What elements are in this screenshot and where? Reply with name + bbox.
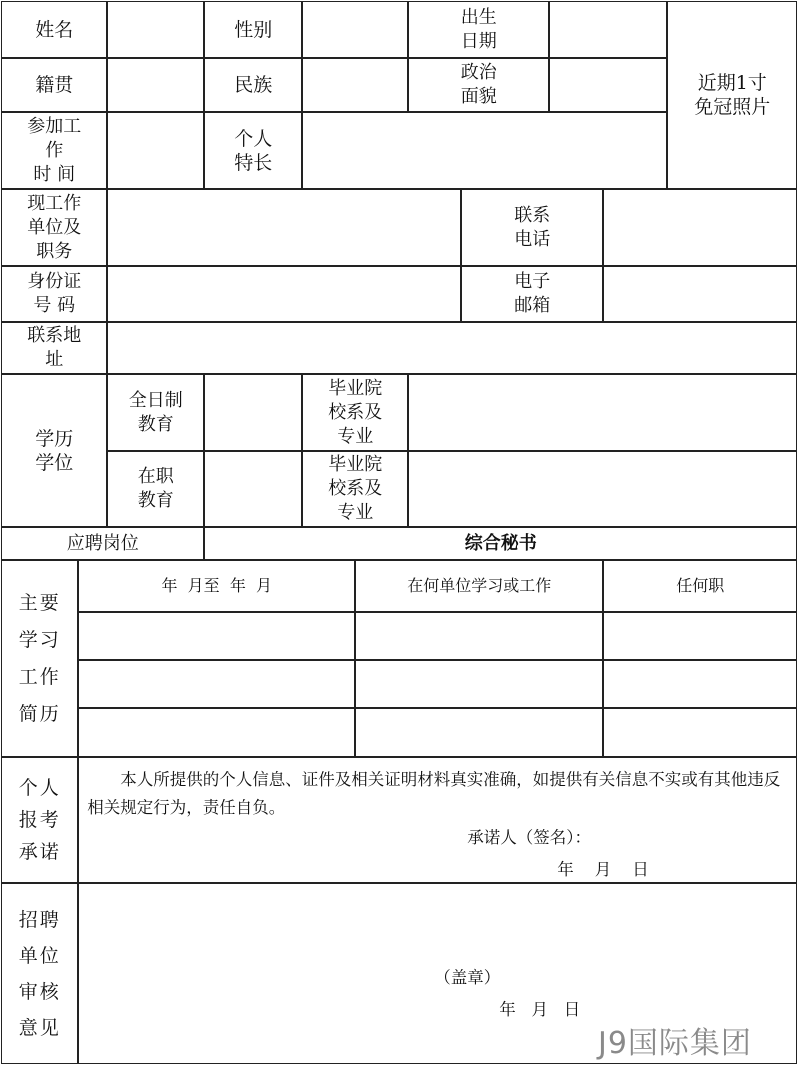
name-label: 姓名 — [1, 1, 107, 58]
resume-row-1-organization[interactable] — [355, 612, 603, 660]
approval-seal-label: （盖章） — [434, 968, 501, 988]
resume-row-2-organization[interactable] — [355, 660, 603, 708]
photo-label: 近期1寸 免冠照片 — [694, 72, 771, 119]
fulltime-education-field[interactable] — [204, 374, 302, 451]
native-place-label: 籍贯 — [1, 58, 107, 112]
work-start-label: 参加工 作 时 间 — [1, 112, 107, 189]
pledge-date-label: 年 月 日 — [557, 860, 649, 880]
employer-field[interactable] — [107, 189, 461, 266]
phone-label: 联系 电话 — [461, 189, 603, 266]
approval-section-label: 招聘 单位 审核 意见 — [1, 883, 78, 1064]
approval-date-label: 年 月 日 — [499, 1000, 581, 1020]
resume-col-period: 年 月至 年 月 — [78, 560, 355, 612]
fulltime-school-major-label: 毕业院 校系及 专业 — [302, 374, 408, 451]
pledge-section-label: 个人 报考 承诺 — [1, 757, 78, 883]
ethnicity-field[interactable] — [302, 58, 408, 112]
gender-field[interactable] — [302, 1, 408, 58]
resume-row-1-period[interactable] — [78, 612, 355, 660]
pledge-text: 本人所提供的个人信息、证件及相关证明材料真实准确，如提供有关信息不实或有其他违反相关规定行为，责任自负。 — [87, 770, 781, 818]
position-label: 应聘岗位 — [1, 527, 204, 560]
resume-row-2-position[interactable] — [603, 660, 797, 708]
email-label: 电子 邮箱 — [461, 266, 603, 322]
inservice-school-major-label: 毕业院 校系及 专业 — [302, 451, 408, 527]
political-status-label: 政治 面貌 — [408, 58, 549, 112]
political-status-field[interactable] — [549, 58, 667, 112]
id-number-label: 身份证 号 码 — [1, 266, 107, 322]
id-number-field[interactable] — [107, 266, 461, 322]
address-label: 联系地 址 — [1, 322, 107, 374]
ethnicity-label: 民族 — [204, 58, 302, 112]
resume-row-2-period[interactable] — [78, 660, 355, 708]
inservice-education-label: 在职 教育 — [107, 451, 204, 527]
resume-col-organization: 在何单位学习或工作 — [355, 560, 603, 612]
watermark-logo: J9国际集团 — [598, 1026, 752, 1061]
specialty-field[interactable] — [302, 112, 667, 189]
resume-section-label: 主要 学习 工作 简历 — [1, 560, 78, 757]
phone-field[interactable] — [603, 189, 797, 266]
birth-date-field[interactable] — [549, 1, 667, 58]
inservice-school-major-field[interactable] — [408, 451, 797, 527]
inservice-education-field[interactable] — [204, 451, 302, 527]
resume-row-3-organization[interactable] — [355, 708, 603, 757]
email-field[interactable] — [603, 266, 797, 322]
pledge-box — [78, 757, 797, 883]
birth-date-label: 出生 日期 — [408, 1, 549, 58]
position-value: 综合秘书 — [204, 527, 797, 560]
address-field[interactable] — [107, 322, 797, 374]
fulltime-school-major-field[interactable] — [408, 374, 797, 451]
education-degree-label: 学历 学位 — [1, 374, 107, 527]
fulltime-education-label: 全日制 教育 — [107, 374, 204, 451]
work-start-field[interactable] — [107, 112, 204, 189]
specialty-label: 个人 特长 — [204, 112, 302, 189]
pledge-signature-label: 承诺人（签名）： — [467, 828, 591, 848]
native-place-field[interactable] — [107, 58, 204, 112]
resume-row-1-position[interactable] — [603, 612, 797, 660]
resume-row-3-position[interactable] — [603, 708, 797, 757]
employer-label: 现工作 单位及 职务 — [1, 189, 107, 266]
gender-label: 性别 — [204, 1, 302, 58]
photo-box[interactable] — [667, 1, 797, 189]
resume-col-position: 任何职 — [603, 560, 797, 612]
resume-row-3-period[interactable] — [78, 708, 355, 757]
name-field[interactable] — [107, 1, 204, 58]
